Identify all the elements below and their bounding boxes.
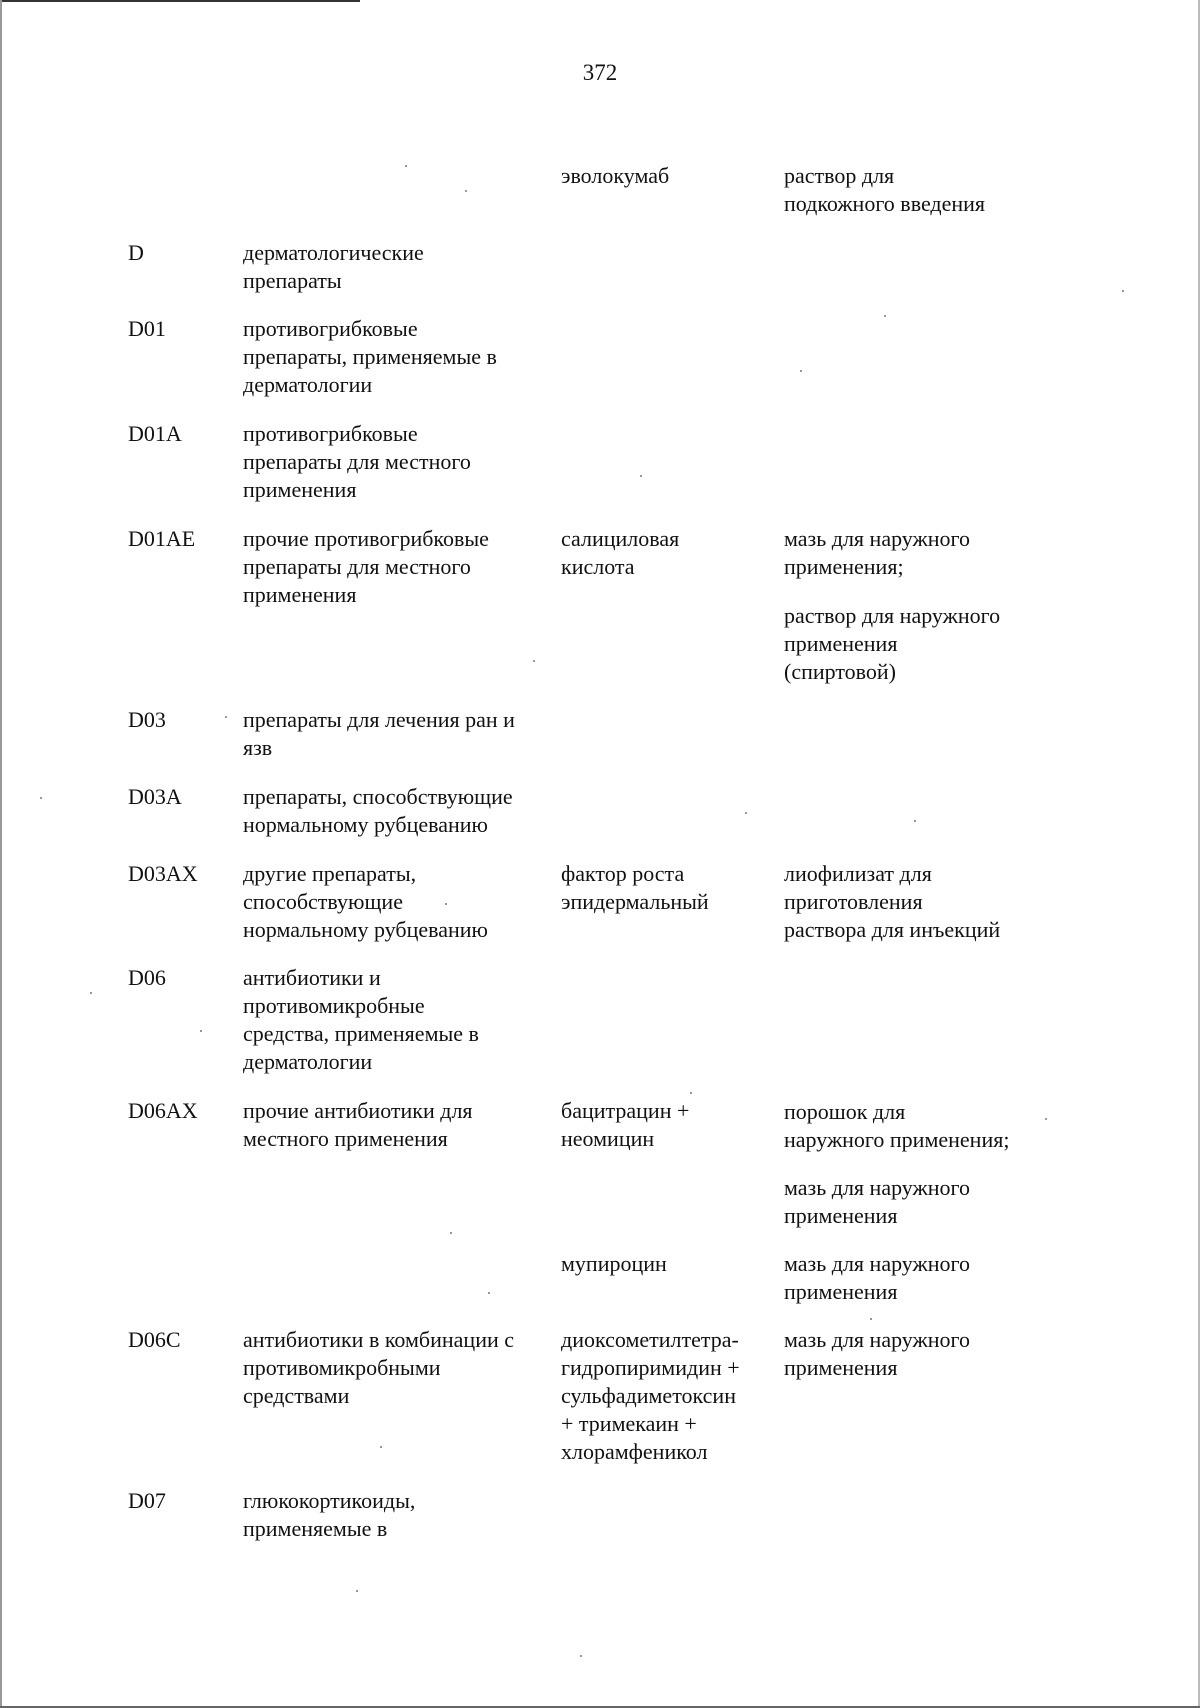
scan-speckle (356, 1590, 358, 1592)
scan-speckle (580, 1655, 582, 1657)
scan-speckle (90, 992, 92, 994)
dosage-form: мазь для наружного применения (784, 1175, 970, 1228)
atc-code: D01A (128, 421, 182, 446)
scan-speckle (405, 165, 407, 167)
scan-speckle (380, 1446, 382, 1448)
atc-group-name: прочие антибиотики для местного применения (243, 1098, 473, 1151)
scan-edge-left (0, 0, 2, 1708)
atc-group-name: антибиотики и противомикробные средства, применяемые в дерматологии (243, 965, 479, 1074)
drug-name: мупироцин (561, 1251, 667, 1276)
dosage-form: мазь для наружного применения (784, 1251, 970, 1304)
atc-code: D07 (128, 1488, 166, 1513)
atc-code: D03A (128, 784, 182, 809)
scan-speckle (445, 903, 447, 905)
atc-group-name: антибиотики в комбинации с противомикробными средствами (243, 1327, 515, 1408)
scan-speckle (465, 190, 467, 192)
dosage-form: раствор для наружного применения (спиртовой) (784, 603, 1001, 684)
atc-code: D06 (128, 965, 166, 990)
atc-code: D03 (128, 707, 166, 732)
atc-group-name: дерматологические препараты (243, 240, 424, 293)
scan-speckle (200, 1030, 202, 1032)
scan-speckle (1122, 290, 1124, 292)
atc-group-name: противогрибковые препараты для местного применения (243, 421, 471, 502)
atc-code: D03AX (128, 861, 198, 886)
atc-group-name: другие препараты, способствующие нормальному рубцеванию (243, 861, 488, 942)
drug-name: диоксометилтетра- гидропиримидин + сульфадиметоксин + тримекаин + хлорамфеникол (561, 1327, 740, 1464)
page-number: 372 (582, 60, 618, 85)
drug-name: салициловая кислота (561, 526, 680, 579)
atc-group-name: препараты, способствующие нормальному рубцеванию (243, 784, 513, 837)
drug-name: фактор роста эпидермальный (561, 861, 709, 914)
scan-edge-top (0, 0, 360, 2)
dosage-form: раствор для подкожного введения (784, 163, 986, 216)
atc-code: D01 (128, 316, 166, 341)
scan-speckle (225, 716, 227, 718)
atc-code: D06AX (128, 1098, 198, 1123)
scan-speckle (1045, 1118, 1047, 1120)
atc-code: D01AE (128, 526, 196, 551)
atc-group-name: препараты для лечения ран и язв (243, 707, 515, 760)
scan-speckle (870, 1318, 872, 1320)
scan-speckle (40, 797, 42, 799)
dosage-form: лиофилизат для приготовления раствора для инъекций (784, 861, 1001, 942)
atc-group-name: прочие противогрибковые препараты для местного применения (243, 526, 489, 607)
scan-speckle (800, 370, 802, 372)
scan-speckle (450, 1232, 452, 1234)
scan-speckle (488, 1292, 490, 1294)
scan-speckle (640, 475, 642, 477)
scan-speckle (914, 820, 916, 822)
dosage-form: порошок для наружного применения; (784, 1099, 1010, 1152)
drug-name: эволокумаб (561, 163, 670, 188)
atc-code: D (128, 240, 144, 265)
atc-group-name: противогрибковые препараты, применяемые в дерматологии (243, 316, 497, 397)
atc-group-name: глюкокортикоиды, применяемые в (243, 1488, 416, 1541)
scan-speckle (884, 315, 886, 317)
scan-speckle (745, 812, 747, 814)
atc-code: D06C (128, 1327, 181, 1352)
scan-speckle (690, 1092, 692, 1094)
scan-speckle (533, 660, 535, 662)
drug-name: бацитрацин + неомицин (561, 1098, 690, 1151)
dosage-form: мазь для наружного применения (784, 1327, 970, 1380)
dosage-form: мазь для наружного применения; (784, 526, 970, 579)
